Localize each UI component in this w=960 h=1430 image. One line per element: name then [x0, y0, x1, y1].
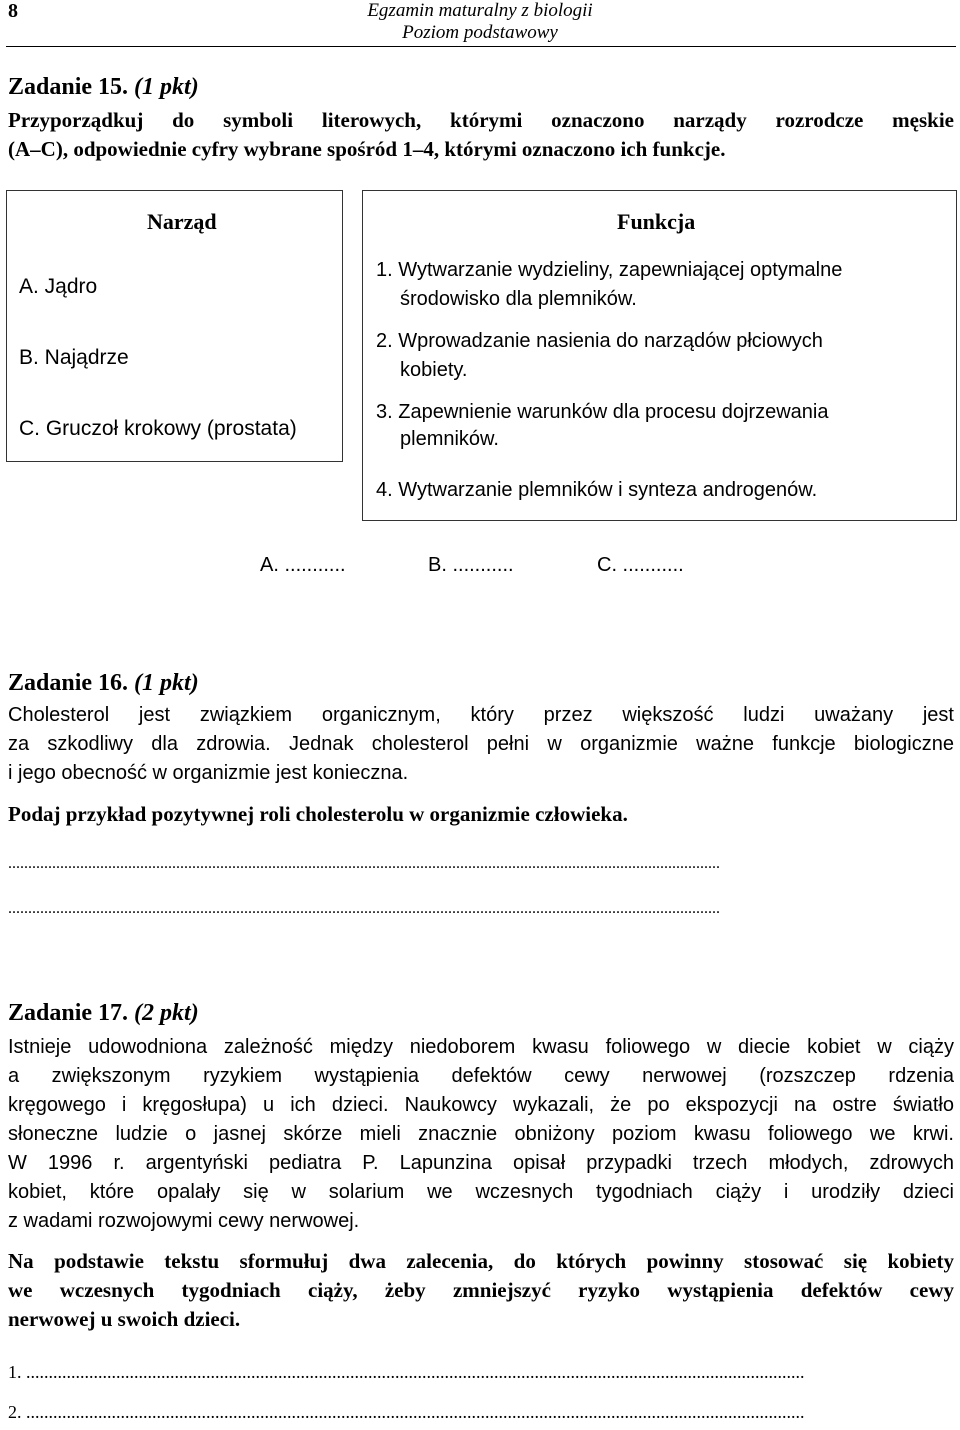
task17-text-line: kręgowego i kręgosłupa) u ich dzieci. Naukowcy wykazali, że po ekspozycji na ostre światło — [8, 1094, 954, 1116]
task17-answer-2[interactable]: 2. ............................................................................................................................................................................. — [8, 1402, 805, 1422]
function-header: Funkcja — [617, 209, 696, 234]
answer-a[interactable]: A. ........... — [260, 554, 346, 576]
task16-text-line1: Cholesterol jest związkiem organicznym, który przez większość ludzi uważany jest — [8, 704, 954, 726]
task15-number: Zadanie 15. — [8, 74, 129, 100]
function-1-line2: środowisko dla plemników. — [400, 288, 637, 310]
organ-a: A. Jądro — [19, 275, 98, 298]
function-2-line2: kobiety. — [400, 359, 468, 381]
task17-text-line: a zwiększonym ryzykiem wystąpienia defektów cewy nerwowej (rozszczep rdzenia — [8, 1065, 954, 1087]
function-3-line1: 3. Zapewnienie warunków dla procesu dojrzewania — [376, 401, 829, 423]
task15-instruction-line1: Przyporządkuj do symboli literowych, którymi oznaczono narządy rozrodcze męskie — [8, 108, 954, 132]
page-header — [0, 0, 960, 44]
task15-points: (1 pkt) — [134, 74, 199, 100]
organ-table — [6, 190, 343, 462]
task17-title — [8, 1000, 199, 1027]
header-divider — [6, 46, 956, 47]
task17-text-line: W 1996 r. argentyński pediatra P. Lapunzina opisał przypadki trzech młodych, zdrowych — [8, 1152, 954, 1174]
function-3-line2: plemników. — [400, 428, 499, 450]
task16-question: Podaj przykład pozytywnej roli cholesterolu w organizmie człowieka. — [8, 802, 628, 826]
task17-text — [8, 1033, 954, 1236]
task15-instruction — [8, 106, 954, 164]
task17-question-line3: nerwowej u swoich dzieci. — [8, 1307, 241, 1331]
organ-c: C. Gruczoł krokowy (prostata) — [19, 417, 297, 440]
exam-title: Egzamin maturalny z biologii — [367, 0, 593, 21]
task16-points: (1 pkt) — [134, 670, 199, 696]
task16-text-line3: i jego obecność w organizmie jest konieczna. — [8, 762, 409, 784]
function-3 — [376, 400, 828, 452]
answer-c[interactable]: C. ........... — [597, 554, 684, 576]
task17-text-line: kobiet, które opalały się w solarium we wczesnych tygodniach ciąży i urodziły dzieci — [8, 1181, 954, 1203]
task17-text-line: Istnieje udowodniona zależność między niedoborem kwasu foliowego w diecie kobiet w ciąży — [8, 1036, 954, 1058]
function-2 — [376, 329, 823, 383]
task17-question-line2: we wczesnych tygodniach ciąży, żeby zmniejszyć ryzyko wystąpienia defektów cewy — [8, 1278, 954, 1302]
organ-b: B. Najądrze — [19, 346, 129, 369]
task16-number: Zadanie 16. — [8, 670, 129, 696]
function-table — [362, 190, 957, 521]
organ-header: Narząd — [147, 209, 217, 234]
task15-instruction-line2: (A–C), odpowiednie cyfry wybrane spośród 1–4, którymi oznaczono ich funkcje. — [8, 137, 726, 161]
task17-text-line: z wadami rozwojowymi cewy nerwowej. — [8, 1210, 360, 1232]
task16-title — [8, 670, 199, 697]
task17-answer-1[interactable]: 1. ............................................................................................................................................................................. — [8, 1362, 805, 1382]
function-1-line1: 1. Wytwarzanie wydzieliny, zapewniającej optymalne — [376, 259, 843, 281]
answer-b[interactable]: B. ........... — [428, 554, 514, 576]
task15-title — [8, 74, 199, 101]
task17-points: (2 pkt) — [134, 1000, 199, 1026]
task17-question-line1: Na podstawie tekstu sformułuj dwa zalecenia, do których powinny stosować się kobiety — [8, 1249, 954, 1273]
task17-question — [8, 1247, 954, 1334]
task16-text-line2: za szkodliwy dla zdrowia. Jednak cholesterol pełni w organizmie ważne funkcje biologiczne — [8, 733, 954, 755]
task17-text-line: słoneczne ludzie o jasnej skórze mieli znacznie obniżony poziom kwasu foliowego we krwi. — [8, 1123, 954, 1145]
task16-answer-line2[interactable]: .................................................................................................................................................................................. — [8, 900, 720, 917]
exam-level: Poziom podstawowy — [402, 22, 558, 43]
task16-answer-line1[interactable]: .................................................................................................................................................................................. — [8, 855, 720, 872]
function-1 — [376, 258, 842, 312]
task16-text — [8, 701, 954, 788]
page-number: 8 — [8, 0, 18, 22]
function-2-line1: 2. Wprowadzanie nasienia do narządów płciowych — [376, 330, 823, 352]
function-4-line1: 4. Wytwarzanie plemników i synteza androgenów. — [376, 479, 818, 501]
function-4 — [376, 478, 817, 503]
task17-number: Zadanie 17. — [8, 1000, 129, 1026]
